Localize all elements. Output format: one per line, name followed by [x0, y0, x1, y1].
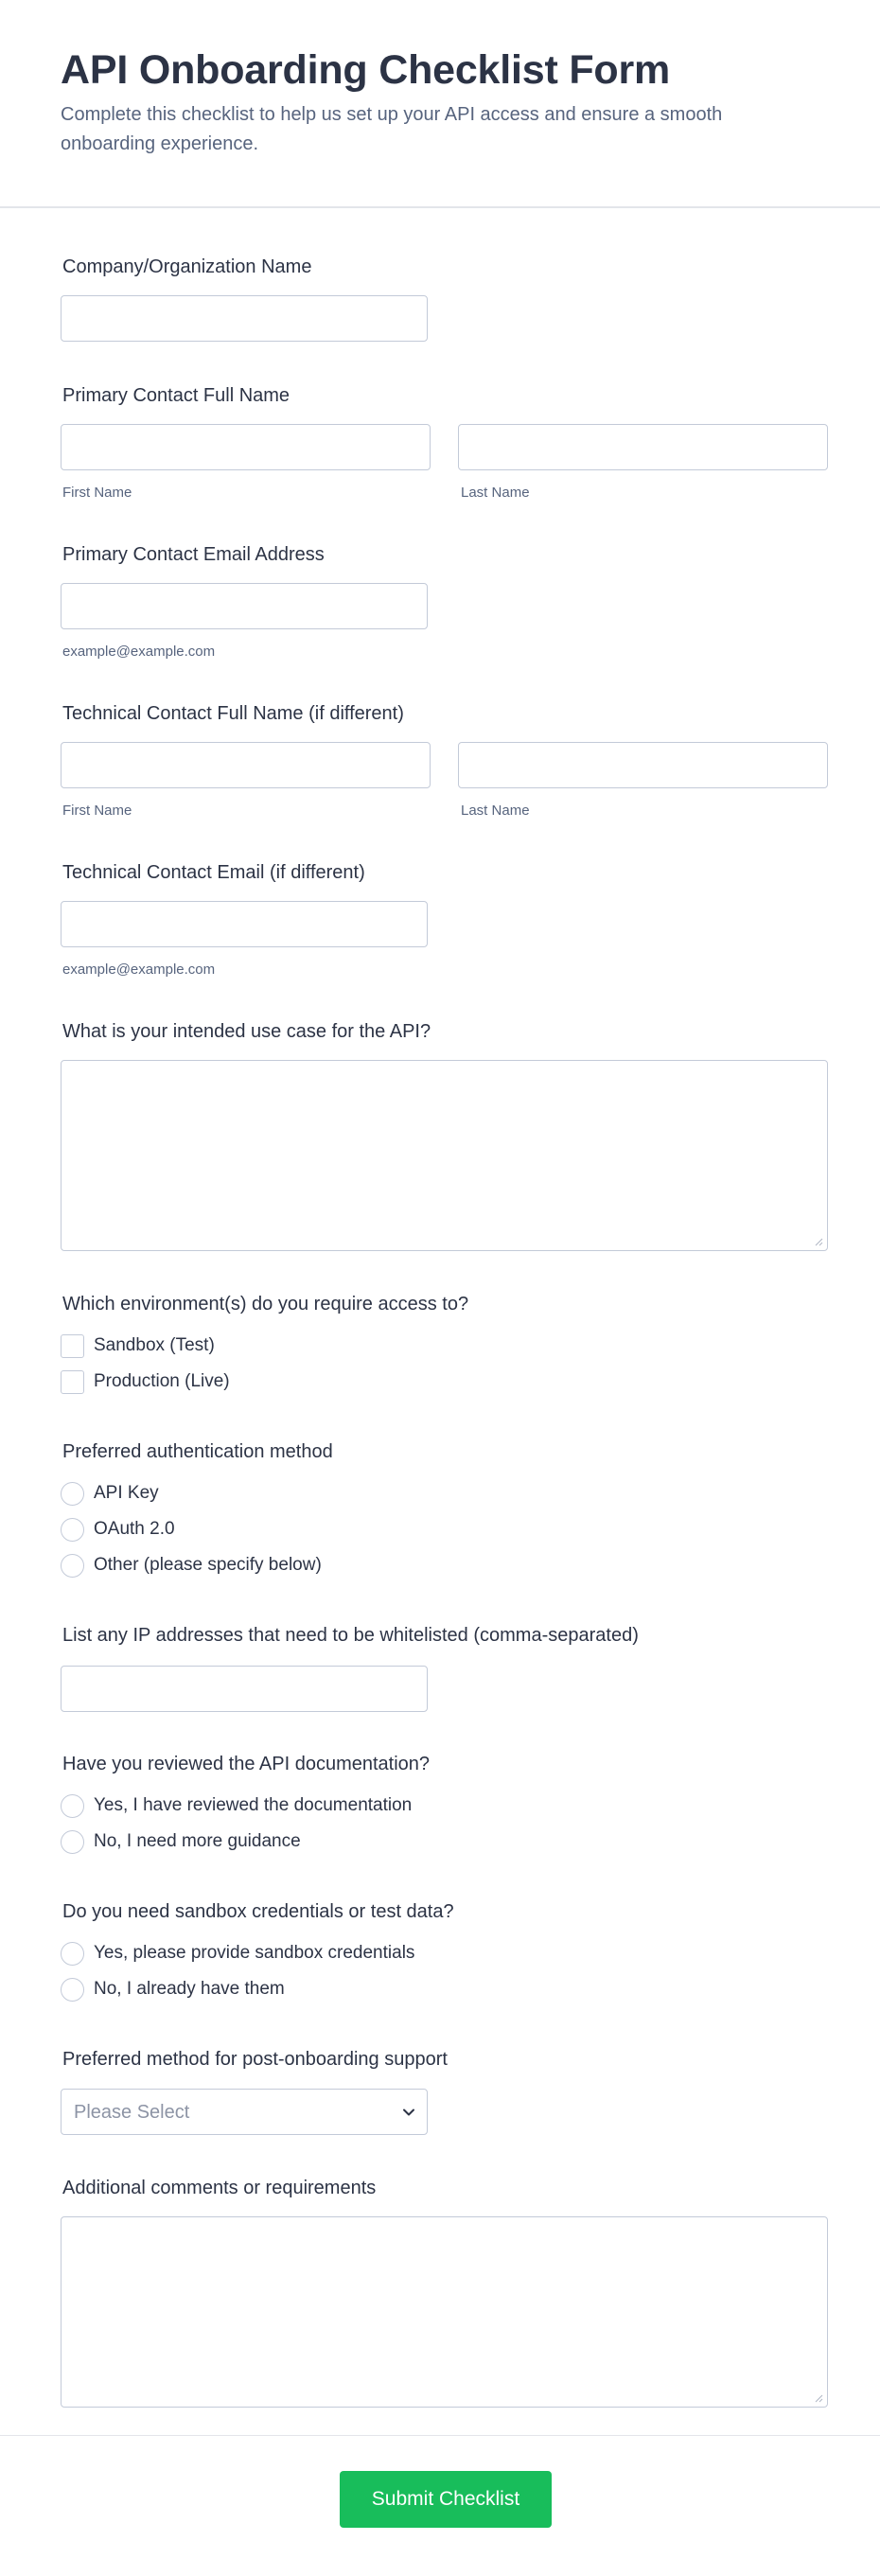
creds-no-radio[interactable]	[61, 1978, 84, 2002]
production-checkbox[interactable]	[61, 1370, 84, 1394]
form-title: API Onboarding Checklist Form	[61, 47, 671, 93]
docs-option-yes[interactable]	[61, 1793, 412, 1818]
tech-first-name-input[interactable]	[61, 742, 431, 788]
company-input[interactable]	[61, 295, 428, 342]
environment-option-production[interactable]	[61, 1369, 230, 1394]
api-key-option-label: API Key	[94, 1483, 159, 1503]
production-option-label: Production (Live)	[94, 1371, 230, 1391]
tech-last-name-input[interactable]	[458, 742, 828, 788]
primary-last-name-input[interactable]	[458, 424, 828, 470]
form-header	[0, 0, 880, 208]
tech-last-name-sublabel: Last Name	[461, 803, 530, 819]
resize-grip-icon[interactable]	[814, 1237, 823, 1246]
primary-first-name-input[interactable]	[61, 424, 431, 470]
tech-email-sublabel: example@example.com	[62, 962, 216, 978]
support-method-placeholder: Please Select	[74, 2102, 190, 2123]
primary-email-label: Primary Contact Email Address	[62, 544, 325, 565]
comments-textarea[interactable]	[61, 2216, 828, 2408]
submit-button[interactable]: Submit Checklist	[340, 2471, 552, 2528]
company-label: Company/Organization Name	[62, 256, 312, 277]
form-subtitle: Complete this checklist to help us set up your API access and ensure a smooth onboarding experience.	[61, 104, 723, 154]
api-key-radio[interactable]	[61, 1482, 84, 1506]
ip-whitelist-input[interactable]	[61, 1666, 428, 1712]
tech-first-name-sublabel: First Name	[62, 803, 132, 819]
support-method-select[interactable]	[61, 2089, 428, 2135]
use-case-textarea[interactable]	[61, 1060, 828, 1251]
docs-no-radio[interactable]	[61, 1830, 84, 1854]
comments-label: Additional comments or requirements	[62, 2178, 377, 2198]
primary-last-name-sublabel: Last Name	[461, 485, 530, 501]
other-option-label: Other (please specify below)	[94, 1555, 322, 1575]
docs-yes-radio[interactable]	[61, 1794, 84, 1818]
primary-name-label: Primary Contact Full Name	[62, 385, 290, 406]
auth-option-api-key[interactable]	[61, 1481, 159, 1506]
docs-reviewed-label: Have you reviewed the API documentation?	[62, 1754, 431, 1774]
docs-no-option-label: No, I need more guidance	[94, 1831, 301, 1851]
docs-yes-option-label: Yes, I have reviewed the documentation	[94, 1795, 413, 1815]
environment-option-sandbox[interactable]	[61, 1333, 215, 1358]
creds-option-yes[interactable]	[61, 1941, 414, 1966]
sandbox-checkbox[interactable]	[61, 1334, 84, 1358]
sandbox-creds-label: Do you need sandbox credentials or test data?	[62, 1901, 454, 1922]
chevron-down-icon	[402, 2106, 415, 2119]
primary-email-sublabel: example@example.com	[62, 644, 216, 660]
resize-grip-icon[interactable]	[814, 2393, 823, 2403]
creds-no-option-label: No, I already have them	[94, 1979, 285, 1999]
auth-method-label: Preferred authentication method	[62, 1441, 333, 1462]
other-radio[interactable]	[61, 1554, 84, 1578]
sandbox-option-label: Sandbox (Test)	[94, 1335, 215, 1355]
auth-option-oauth[interactable]	[61, 1517, 175, 1542]
support-method-label: Preferred method for post-onboarding support	[62, 2049, 448, 2070]
creds-yes-option-label: Yes, please provide sandbox credentials	[94, 1943, 415, 1963]
oauth-radio[interactable]	[61, 1518, 84, 1542]
auth-option-other[interactable]	[61, 1553, 322, 1578]
use-case-label: What is your intended use case for the API?	[62, 1021, 431, 1042]
primary-first-name-sublabel: First Name	[62, 485, 132, 501]
ip-whitelist-label: List any IP addresses that need to be whitelisted (comma-separated)	[62, 1625, 639, 1646]
creds-option-no[interactable]	[61, 1977, 285, 2002]
tech-email-input[interactable]	[61, 901, 428, 947]
primary-email-input[interactable]	[61, 583, 428, 629]
tech-email-label: Technical Contact Email (if different)	[62, 862, 365, 883]
oauth-option-label: OAuth 2.0	[94, 1519, 175, 1539]
creds-yes-radio[interactable]	[61, 1942, 84, 1966]
environments-label: Which environment(s) do you require access to?	[62, 1294, 469, 1314]
tech-name-label: Technical Contact Full Name (if different)	[62, 703, 404, 724]
docs-option-no[interactable]	[61, 1829, 301, 1854]
